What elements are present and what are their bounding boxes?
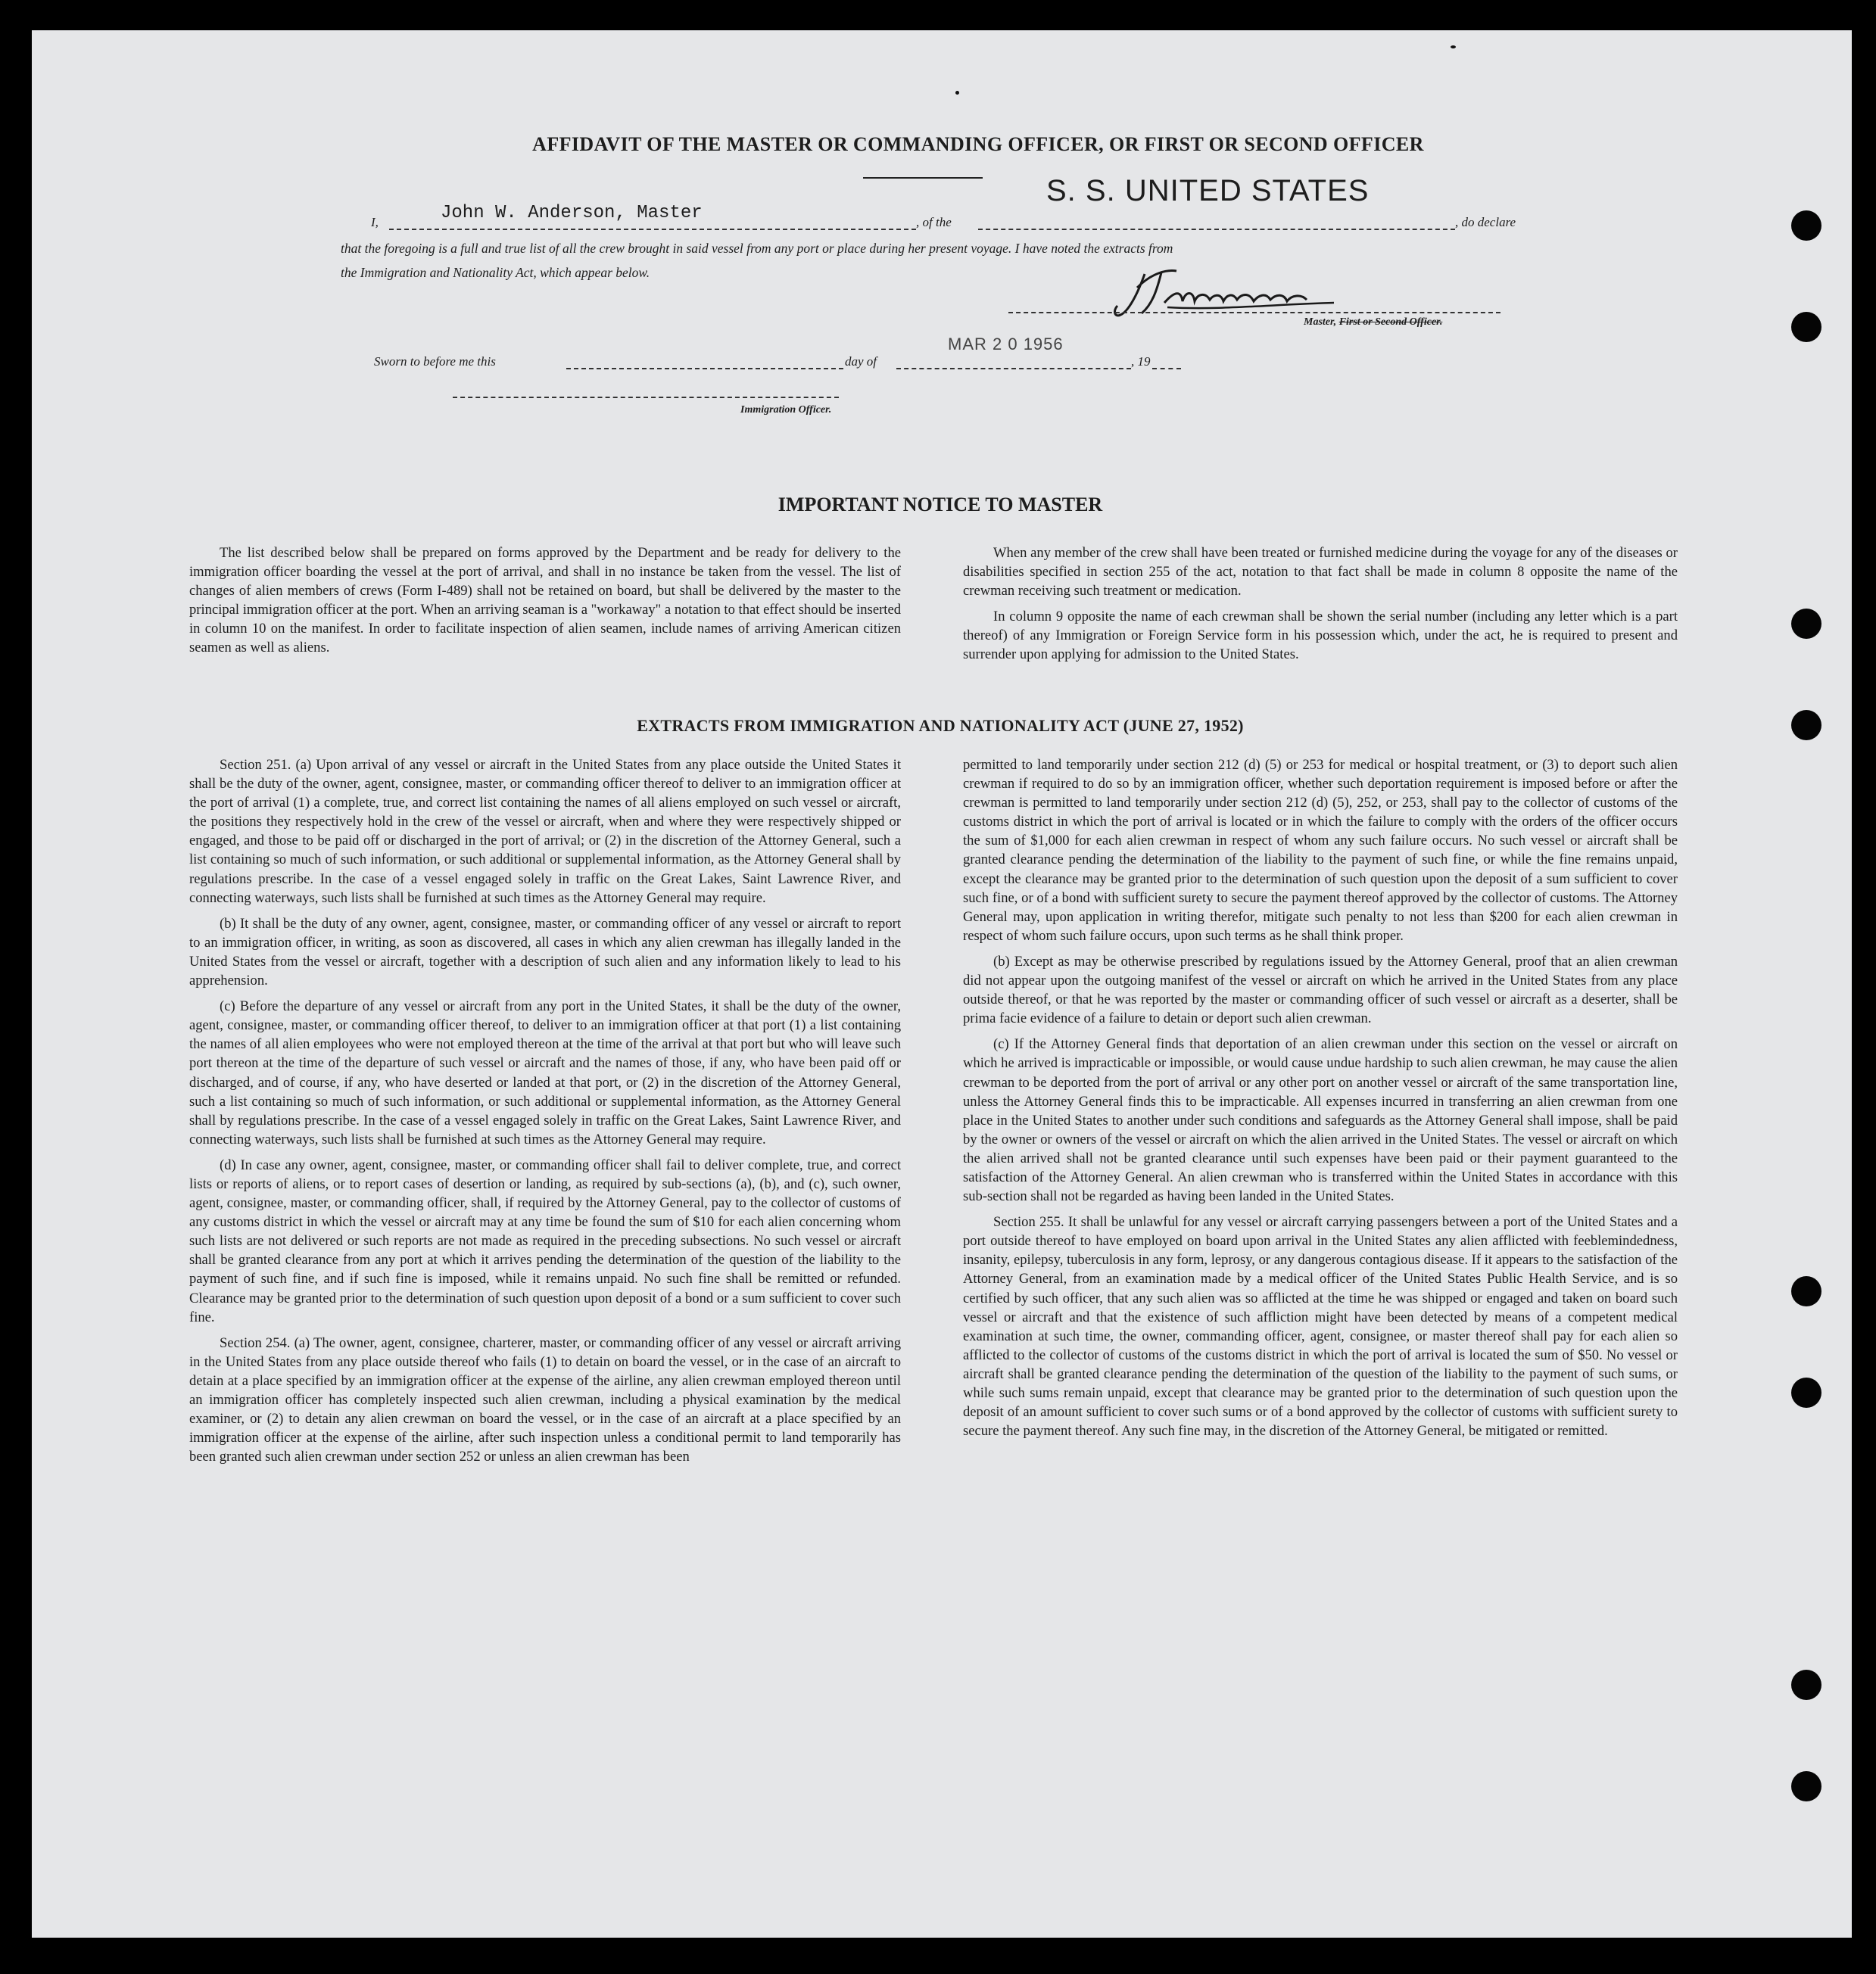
declaration-line-2: that the foregoing is a full and true list of all the crew brought in said vessel from any port or place during her present voyage. I have noted the extracts from [341,241,1173,256]
master-signature [1092,257,1395,325]
extract-paragraph: Section 255. It shall be unlawful for any vessel or aircraft carrying passengers between a port of the United States and a port outside thereof to have employed on board upon arrival in the United States any alien afflicted with feeblemindedness, insanity, epilepsy, tuberculosis in any form, leprosy, or any dangerous contagious disease. If it appears to the satisfaction of the Attorney General, from an examination made by a medical officer of the United States Public Health Service, and is so certified by such officer, that any such alien was so afflicted at the time he was shipped or engaged and taken on board such vessel or aircraft and that the existence of such affliction might have been detected by means of a competent medical examination at such time, the owner, commanding officer, agent, consignee, or master thereof shall pay for each alien so afflicted to the collector of customs of the customs district in which the port of arrival is located the sum of $50. No vessel or aircraft shall be granted clearance pending the determination of the question of the liability to the payment of such sums, or while such sums remain unpaid, except that clearance may be granted prior to the determination of such question upon the deposit of an amount sufficient to cover such sums or of a bond approved by the collector of customs with sufficient surety to secure the payment thereof. Any such fine may, in the discretion of the Attorney General, be mitigated or remitted. [963,1214,1678,1440]
extract-paragraph: permitted to land temporarily under section 212 (d) (5) or 253 for medical or hospital treatment, or (3) to deport such alien crewman if required to do so by an immigration officer, whether such deportation requirement is imposed before or after the crewman is permitted to land temporarily under section 212 (d) (5), 252, or 253, shall pay to the collector of customs of the customs district in which the port of arrival is located or in which the failure to comply with the orders of the officer occurs the sum of $1,000 for each alien crewman in respect of whom any such failure occurs. No such vessel or aircraft shall be granted clearance pending the determination of the liability to the payment of such fine, or while the fine remains unpaid, except the clearance may be granted prior to the determination of such question upon the deposit of a sum sufficient to cover such fine, or of a bond with sufficient surety to secure the payment thereof approved by the collector of customs. The Attorney General may, upon application in writing therefor, mitigate such penalty to not less than $200 for each alien crewman in respect of whom such failure occurs, upon such terms as he shall think proper. [963,757,1678,944]
notice-right-column [963,543,1678,671]
do-declare-label: , do declare [1455,215,1516,229]
title-rule [863,177,983,179]
sworn-day-line [566,368,843,369]
vessel-line [978,229,1455,230]
binder-hole [1791,609,1821,639]
caption-struck: First or Second Officer. [1338,316,1443,328]
extracts-right-column [963,755,1678,1447]
officer-signature-line [453,397,839,398]
extract-paragraph: Section 251. (a) Upon arrival of any vessel or aircraft in the United States from any place outside the United States it shall be the duty of the owner, agent, consignee, master, or commanding officer thereof to deliver to an immigration officer at the port of arrival (1) a complete, true, and correct list containing the names of all aliens employed on such vessel or aircraft, the positions they respectively hold in the crew of the vessel or aircraft, when and where they were respectively shipped or engaged, and those to be paid off or discharged in the port of arrival; or (2) in the discretion of the Attorney General, such a list containing so much of such information, or such additional or supplemental information, as the Attorney General shall by regulations prescribe. In the case of a vessel engaged solely in traffic on the Great Lakes, Saint Lawrence River, and connecting waterways, such lists shall be furnished at such times as the Attorney General may require. [189,757,901,906]
of-the-label: , of the [916,215,952,229]
binder-hole [1791,710,1821,740]
caption-master: Master, [1304,316,1339,328]
notice-title: IMPORTANT NOTICE TO MASTER [778,494,1103,515]
extracts-title: EXTRACTS FROM IMMIGRATION AND NATIONALITY ACT (JUNE 27, 1952) [637,716,1244,735]
extract-paragraph: (d) In case any owner, agent, consignee, master, or commanding officer shall fail to deliver complete, true, and correct lists or reports of aliens, or to report cases of desertion or landing, as required by sub-sections (a), (b), and (c), such owner, agent, consignee, master, or commanding officer, shall, if required by the Attorney General, pay to the collector of customs of any customs district in which the vessel or aircraft may at any time be found the sum of $10 for each alien concerning whom such lists are not delivered or such reports are not made as required in the preceding subsections. No such vessel or aircraft shall be granted clearance from any port at which it arrives pending the determination of the question of the liability to the payment of such fine, and if such fine is imposed, while it remains unpaid. No such fine shall be remitted or refunded. Clearance may be granted prior to the determination of such question upon deposit of a bond or a sum sufficient to cover such fine. [189,1157,901,1325]
affidavit-title: AFFIDAVIT OF THE MASTER OR COMMANDING OFFICER, OR FIRST OR SECOND OFFICER [532,133,1424,155]
year-label: , 19 [1131,354,1151,369]
extract-paragraph: (c) Before the departure of any vessel or aircraft from any port in the United States, it shall be the duty of the owner, agent, consignee, master, or commanding officer thereof, to deliver to an immigration officer at that port (1) a list containing the names of all alien employees who were not employed thereon at the time of the arrival at that port but who will leave such port thereon at the time of the departure of such vessel or aircraft and the names of those, if any, who have been paid off or discharged, and of course, if any, who have deserted or landed at that port, or (2) in the discretion of the Attorney General, such a list containing so much of such information, or such additional or supplemental information, as the Attorney General shall by regulations prescribe. In the case of a vessel engaged solely in traffic on the Great Lakes, Saint Lawrence River, and connecting waterways, such lists shall be furnished at such times as the Attorney General may require. [189,998,901,1147]
officer-caption: Immigration Officer. [740,404,832,416]
signature-drawing [1092,257,1395,325]
binder-hole [1791,1670,1821,1700]
declaration-line-3: the Immigration and Nationality Act, which appear below. [341,265,650,280]
master-name: John W. Anderson, Master [441,203,703,223]
binder-hole [1791,210,1821,241]
ink-speck [955,91,959,95]
binder-hole [1791,1378,1821,1408]
declaration-prefix: I, [371,215,379,229]
sworn-label: Sworn to before me this [374,354,496,369]
extract-paragraph: (b) It shall be the duty of any owner, agent, consignee, master, or commanding officer of any vessel or aircraft to report to an immigration officer, in writing, as soon as discovered, all cases in which any alien crewman has illegally landed in the United States from the vessel or aircraft, together with a description of such alien and any information likely to lead to his apprehension. [189,915,901,989]
extract-paragraph: (c) If the Attorney General finds that deportation of an alien crewman under this section on the vessel or aircraft on which he arrived is impracticable or impossible, or would cause undue hardship to such alien crewman, he may cause the alien crewman to be deported from the port of arrival or any other port on another vessel or aircraft of the same transportation line, unless the Attorney General finds this to be impracticable. All expenses incurred in transferring an alien crewman from one place in the United States to another under such conditions and safeguards as the Attorney General shall impose, shall be paid by the owner or owners of the vessel or aircraft on which the alien arrived in the United States. The vessel or aircraft on which the alien arrived shall not be granted clearance until such expenses have been paid or their payment guaranteed to the satisfaction of the Attorney General. An alien crewman who is transferred within the United States in accordance with this sub-section shall not be regarded as having been landed in the United States. [963,1036,1678,1205]
notice-paragraph: When any member of the crew shall have been treated or furnished medicine during the voyage for any of the diseases or disabilities specified in section 255 of the act, notation to that fact shall be made in column 8 opposite the name of the crewman receiving such treatment or medication. [963,545,1678,599]
binder-hole [1791,312,1821,342]
extract-paragraph: Section 254. (a) The owner, agent, consignee, charterer, master, or commanding officer of any vessel or aircraft arriving in the United States from any place outside thereof who fails (1) to detain on board the vessel, or in the case of an aircraft to detain at a place specified by an immigration officer at the expense of the airline, any alien crewman employed thereon until an immigration officer has completely inspected such alien crewman, including a physical examination by the medical examiner, or (2) to detain any alien crewman on board the vessel, or in the case of an aircraft at a place specified by an immigration officer at the expense of the airline, after such inspection unless a conditional permit to land temporarily has been granted such alien crewman under section 252 or unless an alien crewman has been [189,1334,901,1465]
extract-paragraph: (b) Except as may be otherwise prescribed by regulations issued by the Attorney General, proof that an alien crewman did not appear upon the outgoing manifest of the vessel or aircraft on which he arrived in the United States from any place outside thereof, or that he was reported by the master or commanding officer of such vessel or aircraft as a deserter, shall be prima facie evidence of a failure to detain or deport such alien crewman. [963,953,1678,1027]
binder-hole [1791,1276,1821,1306]
notice-paragraph: The list described below shall be prepared on forms approved by the Department and be ready for delivery to the immigration officer boarding the vessel at the port of arrival, and shall in no instance be taken from the vessel. The list of changes of alien members of crews (Form I-489) shall not be retained on board, but shall be delivered by the master to the principal immigration officer at the port. When an arriving seaman is a "workaway" a notation to that effect should be inserted in column 10 on the manifest. In order to facilitate inspection of alien seamen, include names of arriving American citizen seamen as well as aliens. [189,545,901,656]
day-of-label: day of [845,354,877,369]
signature-line [1008,312,1500,313]
vessel-name-stamp: S. S. UNITED STATES [1046,174,1370,207]
notice-left-column [189,543,901,665]
ink-speck [1451,45,1456,48]
sworn-month-line [896,368,1131,369]
notice-paragraph: In column 9 opposite the name of each crewman shall be shown the serial number (including any letter which is a part thereof) of any Immigration or Foreign Service form in his possession which, under the act, he is required to present and surrender upon applying for admission to the United States. [963,609,1678,663]
binder-hole [1791,1771,1821,1801]
sworn-year-line [1152,368,1181,369]
signature-caption [1304,316,1442,328]
extracts-left-column [189,755,901,1473]
name-line [389,229,916,230]
date-stamp: MAR 2 0 1956 [948,335,1064,353]
affidavit-page [32,30,1852,1938]
